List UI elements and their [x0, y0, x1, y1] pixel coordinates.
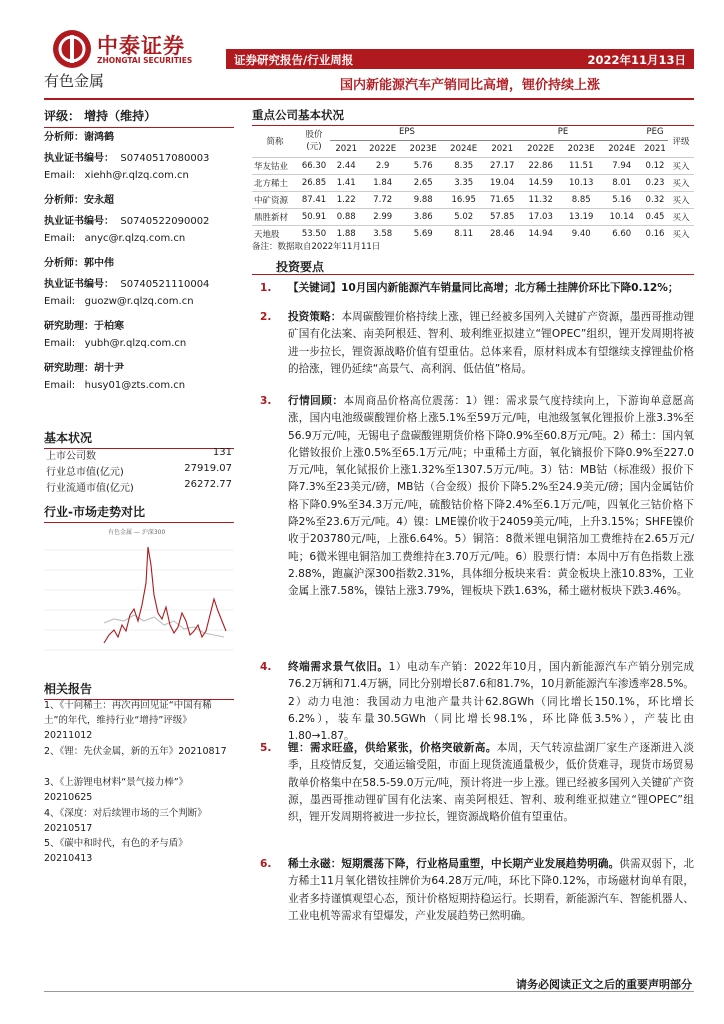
point-text: [288, 740, 694, 826]
analyst-2-cert: 执业证书编号： S0740522090002: [44, 216, 210, 227]
cell-eps: 1.22: [330, 192, 362, 209]
investment-points-title: 投资要点: [276, 260, 325, 274]
header-divider: [44, 98, 694, 100]
year-header: 2023E: [567, 144, 595, 154]
sector-series-line: [104, 547, 226, 643]
point-number: 2.: [260, 311, 272, 323]
basic-row: 行业总市值(亿元) 27919.07: [46, 463, 232, 478]
assistant-2-email: Email: husy01@zts.com.cn: [44, 380, 186, 391]
cell-pe: 28.46: [484, 226, 521, 243]
eps-header: EPS: [330, 124, 484, 141]
cell-eps: 7.72: [362, 192, 403, 209]
year-header: 2024E: [450, 144, 478, 154]
analyst-2-email: Email: anyc@r.qlzq.com.cn: [44, 233, 186, 244]
logo-text-cn: 中泰证券: [97, 34, 185, 58]
cell-pe: 9.40: [561, 226, 602, 243]
cell-pe: 13.19: [561, 209, 602, 226]
point-lead: 稀土永磁：短期震荡下降，行业格局重塑，中长期产业发展趋势明确。: [288, 858, 620, 870]
cell-pe: 14.94: [520, 226, 561, 243]
cell-peg: 0.23: [642, 175, 668, 192]
report-date: 2022年11月13日: [587, 53, 686, 67]
cell-peg: 0.32: [642, 192, 668, 209]
cell-rating: 买入: [668, 192, 694, 209]
cell-pe: 14.59: [520, 175, 561, 192]
trend-title: 行业-市场走势对比: [44, 503, 234, 523]
disclaimer-footer: 请务必阅读正文之后的重要声明部分: [516, 978, 692, 991]
cell-eps: 2.99: [362, 209, 403, 226]
point-number: 5.: [260, 742, 272, 754]
analyst-3-email: Email: guozw@r.qlzq.com.cn: [44, 296, 194, 307]
cell-peg: 0.12: [642, 158, 668, 175]
rating-header: 评级: [672, 136, 690, 147]
cell-peg: 0.45: [642, 209, 668, 226]
report-header-bar: [226, 49, 694, 69]
cell-price: 53.50: [298, 226, 330, 243]
cell-price: 87.41: [298, 192, 330, 209]
related-report-item[interactable]: 5、《碳中和时代，有色的矛与盾》20210413: [44, 838, 188, 864]
point-number: 6.: [260, 858, 272, 870]
basic-status-title: 基本状况: [44, 429, 234, 449]
point-lead: 锂：需求旺盛，供给紧张，价格突破新高。: [288, 742, 497, 754]
cell-name: 华友钴业: [252, 158, 298, 175]
cell-pe: 22.86: [520, 158, 561, 175]
trend-legend: 有色金属 — 沪深300: [108, 529, 166, 536]
analyst-1-email: Email: xiehh@r.qlzq.com.cn: [44, 170, 189, 181]
pe-header: PE: [484, 124, 642, 141]
point-text: [288, 280, 694, 297]
cell-pe: 10.14: [601, 209, 642, 226]
key-company-table: [252, 124, 694, 242]
footer-divider: [44, 991, 694, 992]
point-lead: 行情回顾：: [288, 395, 344, 407]
cell-name: 鼎胜新材: [252, 209, 298, 226]
point-lead: 终端需求景气依旧。: [288, 661, 389, 673]
cell-eps: 3.86: [403, 209, 444, 226]
assistant-1: 研究助理：于柏寒: [44, 321, 124, 332]
cell-eps: 1.41: [330, 175, 362, 192]
cell-rating: 买入: [668, 175, 694, 192]
point-text: [288, 393, 694, 601]
col-name-header: 简称: [266, 136, 284, 147]
cell-rating: 买入: [668, 158, 694, 175]
key-company-table-title: 重点公司基本状况: [252, 107, 694, 126]
point-body: 本周商品价格高位震荡：1）锂：需求景气度持续向上，下游询单意愿高涨，国内电池级碳酸锂价格上涨5.1%至59万元/吨，电池级氢氧化锂报价上涨3.3%至56.9万元/吨，无锡电子盘碳酸锂期货价格下降0.9%至60.8万元/吨。2）稀土：国内氧化镨钕报价上涨0.5%至65.1万元/吨；中重稀土方面，氧化镝报价下降0.9%至227.0万元/吨，氧化铽报价上涨1.32%至1307.5万元/吨。3）钴：MB钴（标准级）报价下降7.3%至23美元/磅，MB钴（合金级）报价下降5.2%至24.9美元/磅；国内金属钴价格下降0.9%至34.3万元/吨，硫酸钴价格下降2.4%至6.1万元/吨，四氧化三钴价格下降2%至23.6万元/吨。4）镍：LME镍价收于24059美元/吨，上升3.15%；SHFE镍价收于203780元/吨，上涨6.64%。5）铜箔：8微米锂电铜箔加工费维持在2.65万元/吨；6微米锂电铜箔加工费维持在3.70万元/吨。6）股票行情：本周中万有色指数上涨2.88%，跑赢沪深300指数2.31%，具体细分板块来看：黄金板块上涨10.83%，工业金属上涨7.58%，镍钴上涨3.79%，锂板块下跌1.63%，稀土磁材板块下跌3.46%。: [288, 395, 694, 598]
assistant-1-email: Email: yubh@r.qlzq.com.cn: [44, 338, 187, 349]
company-row: [252, 175, 694, 192]
cell-pe: 8.85: [561, 192, 602, 209]
trend-chart: [44, 535, 234, 670]
report-type: 证券研究报告/行业周报: [234, 53, 354, 67]
year-header: 2021: [335, 144, 358, 154]
point-text: [288, 856, 694, 925]
point-lead: 【关键词】10月国内新能源汽车销量同比高增；北方稀土挂牌价环比下降0.12%；: [288, 282, 679, 294]
cell-pe: 6.60: [601, 226, 642, 243]
point-body: 本周碳酸锂价格持续上涨，锂已经被多国列入关键矿产资源，墨西哥推动锂矿国有化法案、南美阿根廷、智利、玻利维亚拟建立“锂OPEC”组织，锂开发周期将被进一步拉长，锂资源战略价值有望重估。总体来看，原材料成本有望继续支撑锂盐价格的拾涨，锂仍延续“高景气、高利润、低估值”格局。: [288, 311, 695, 375]
company-row: [252, 209, 694, 226]
cell-name: 中矿资源: [252, 192, 298, 209]
analyst-1-cert: 执业证书编号： S0740517080003: [44, 153, 210, 164]
cell-pe: 71.65: [484, 192, 521, 209]
cell-eps: 8.35: [443, 158, 484, 175]
cell-eps: 5.69: [403, 226, 444, 243]
cell-eps: 2.65: [403, 175, 444, 192]
report-headline: 国内新能源汽车产销同比高增，锂价持续上涨: [340, 78, 601, 93]
year-header: 2023E: [409, 144, 437, 154]
cell-eps: 5.02: [443, 209, 484, 226]
cell-pe: 8.01: [601, 175, 642, 192]
related-report-item[interactable]: 4、《深度：对后续锂市场的三个判断》20210517: [44, 808, 207, 834]
point-number: 3.: [260, 395, 272, 407]
related-reports-title: 相关报告: [44, 680, 234, 700]
cell-eps: 5.76: [403, 158, 444, 175]
cell-pe: 57.85: [484, 209, 521, 226]
related-report-item[interactable]: 3、《上游锂电材料“景气接力棒”》20210625: [44, 777, 189, 803]
related-report-item[interactable]: 1、《十问稀土：再次再回见证“中国有稀土”的年代，维持行业“增持”评级》20211012: [44, 700, 212, 741]
point-text: [288, 659, 694, 745]
cell-eps: 3.35: [443, 175, 484, 192]
table-note: 备注：数据取自2022年11月11日: [252, 242, 381, 252]
cell-pe: 17.03: [520, 209, 561, 226]
cell-name: 天地股: [252, 226, 298, 243]
year-header: 2021: [644, 144, 666, 154]
cell-peg: 0.16: [642, 226, 668, 243]
year-header: 2022E: [527, 144, 555, 154]
cell-pe: 11.32: [520, 192, 561, 209]
point-number: 1.: [260, 282, 272, 294]
peg-header: PEG: [642, 124, 668, 141]
cell-eps: 0.88: [330, 209, 362, 226]
related-report-item[interactable]: 2、《锂：先伏金属，新的五年》20210817: [44, 746, 227, 757]
analyst-2: 分析师：安永超: [44, 195, 114, 206]
cell-price: 66.30: [298, 158, 330, 175]
cell-pe: 11.51: [561, 158, 602, 175]
cell-rating: 买入: [668, 209, 694, 226]
cell-pe: 5.16: [601, 192, 642, 209]
basic-row: 行业流通市值(亿元) 26272.77: [46, 479, 232, 494]
cell-pe: 27.17: [484, 158, 521, 175]
cell-rating: 买入: [668, 226, 694, 243]
cell-eps: 9.88: [403, 192, 444, 209]
point-number: 4.: [260, 661, 272, 673]
cell-pe: 10.13: [561, 175, 602, 192]
cell-eps: 2.9: [362, 158, 403, 175]
assistant-2: 研究助理：胡十尹: [44, 363, 124, 374]
cell-price: 26.85: [298, 175, 330, 192]
point-body: 供需双弱下，北方稀土11月氧化镨钕挂牌价为64.28万元/吨，环比下降0.12%，市场磁材询单有限，业者多持谨慎观望心态，预计价格短期持稳运行。长期看，新能源汽车、智能机器人、工业电机等需求有望爆发，产业发展趋势已然明确。: [288, 858, 695, 922]
company-logo-icon: [53, 30, 91, 68]
year-header: 2024E: [608, 144, 636, 154]
point-lead: 投资策略：: [288, 311, 342, 323]
cell-name: 北方稀土: [252, 175, 298, 192]
cell-price: 50.91: [298, 209, 330, 226]
company-row: [252, 158, 694, 175]
cell-pe: 7.94: [601, 158, 642, 175]
sector-name: 有色金属: [44, 72, 105, 90]
analyst-3-cert: 执业证书编号： S0740521110004: [44, 279, 210, 290]
year-header: 2021: [491, 144, 513, 154]
analyst-1: 分析师：谢鸿鹤: [44, 132, 114, 143]
point-body: 本周，天气转凉盐湖厂家生产逐渐进入淡季，且疫情反复，交通运输受阻，市面上现货流通量极少，低价货难寻，现货市场贸易散单价格集中在58.5-59.0万元/吨，预计将进一步上涨。锂已经被多国列入关键矿产资源，墨西哥推动锂矿国有化法案、南美阿根廷、智利、玻利维亚拟建立“锂OPEC”组织，锂开发周期将被进一步拉长，锂资源战略价值有望重估。: [288, 742, 694, 824]
cell-eps: 1.84: [362, 175, 403, 192]
year-header: 2022E: [369, 144, 397, 154]
logo-text-en: ZHONGTAI SECURITIES: [97, 56, 193, 65]
basic-row: 上市公司数 131: [46, 447, 232, 462]
rating: 评级： 增持（维持）: [44, 107, 234, 128]
company-row: [252, 192, 694, 209]
cell-eps: 3.58: [362, 226, 403, 243]
cell-eps: 1.88: [330, 226, 362, 243]
cell-eps: 2.44: [330, 158, 362, 175]
analyst-3: 分析师：郭中伟: [44, 258, 114, 269]
point-text: [288, 309, 694, 378]
cell-pe: 19.04: [484, 175, 521, 192]
cell-eps: 16.95: [443, 192, 484, 209]
point-body: 1）电动车产销：2022年10月，国内新能源汽车产销分别完成76.2万辆和71.4万辆，同比分别增长87.6和81.7%，10月新能源汽车渗透率28.5%。2）动力电池：我国动力电池产量共计62.8GWh（同比增长150.1%，环比增长6.2%），装车量30.5GWh（同比增长98.1%，环比降低3.5%），产装比由1.80→1.87。: [288, 661, 694, 743]
cell-eps: 8.11: [443, 226, 484, 243]
col-price-header: 股价 (元): [305, 129, 323, 152]
